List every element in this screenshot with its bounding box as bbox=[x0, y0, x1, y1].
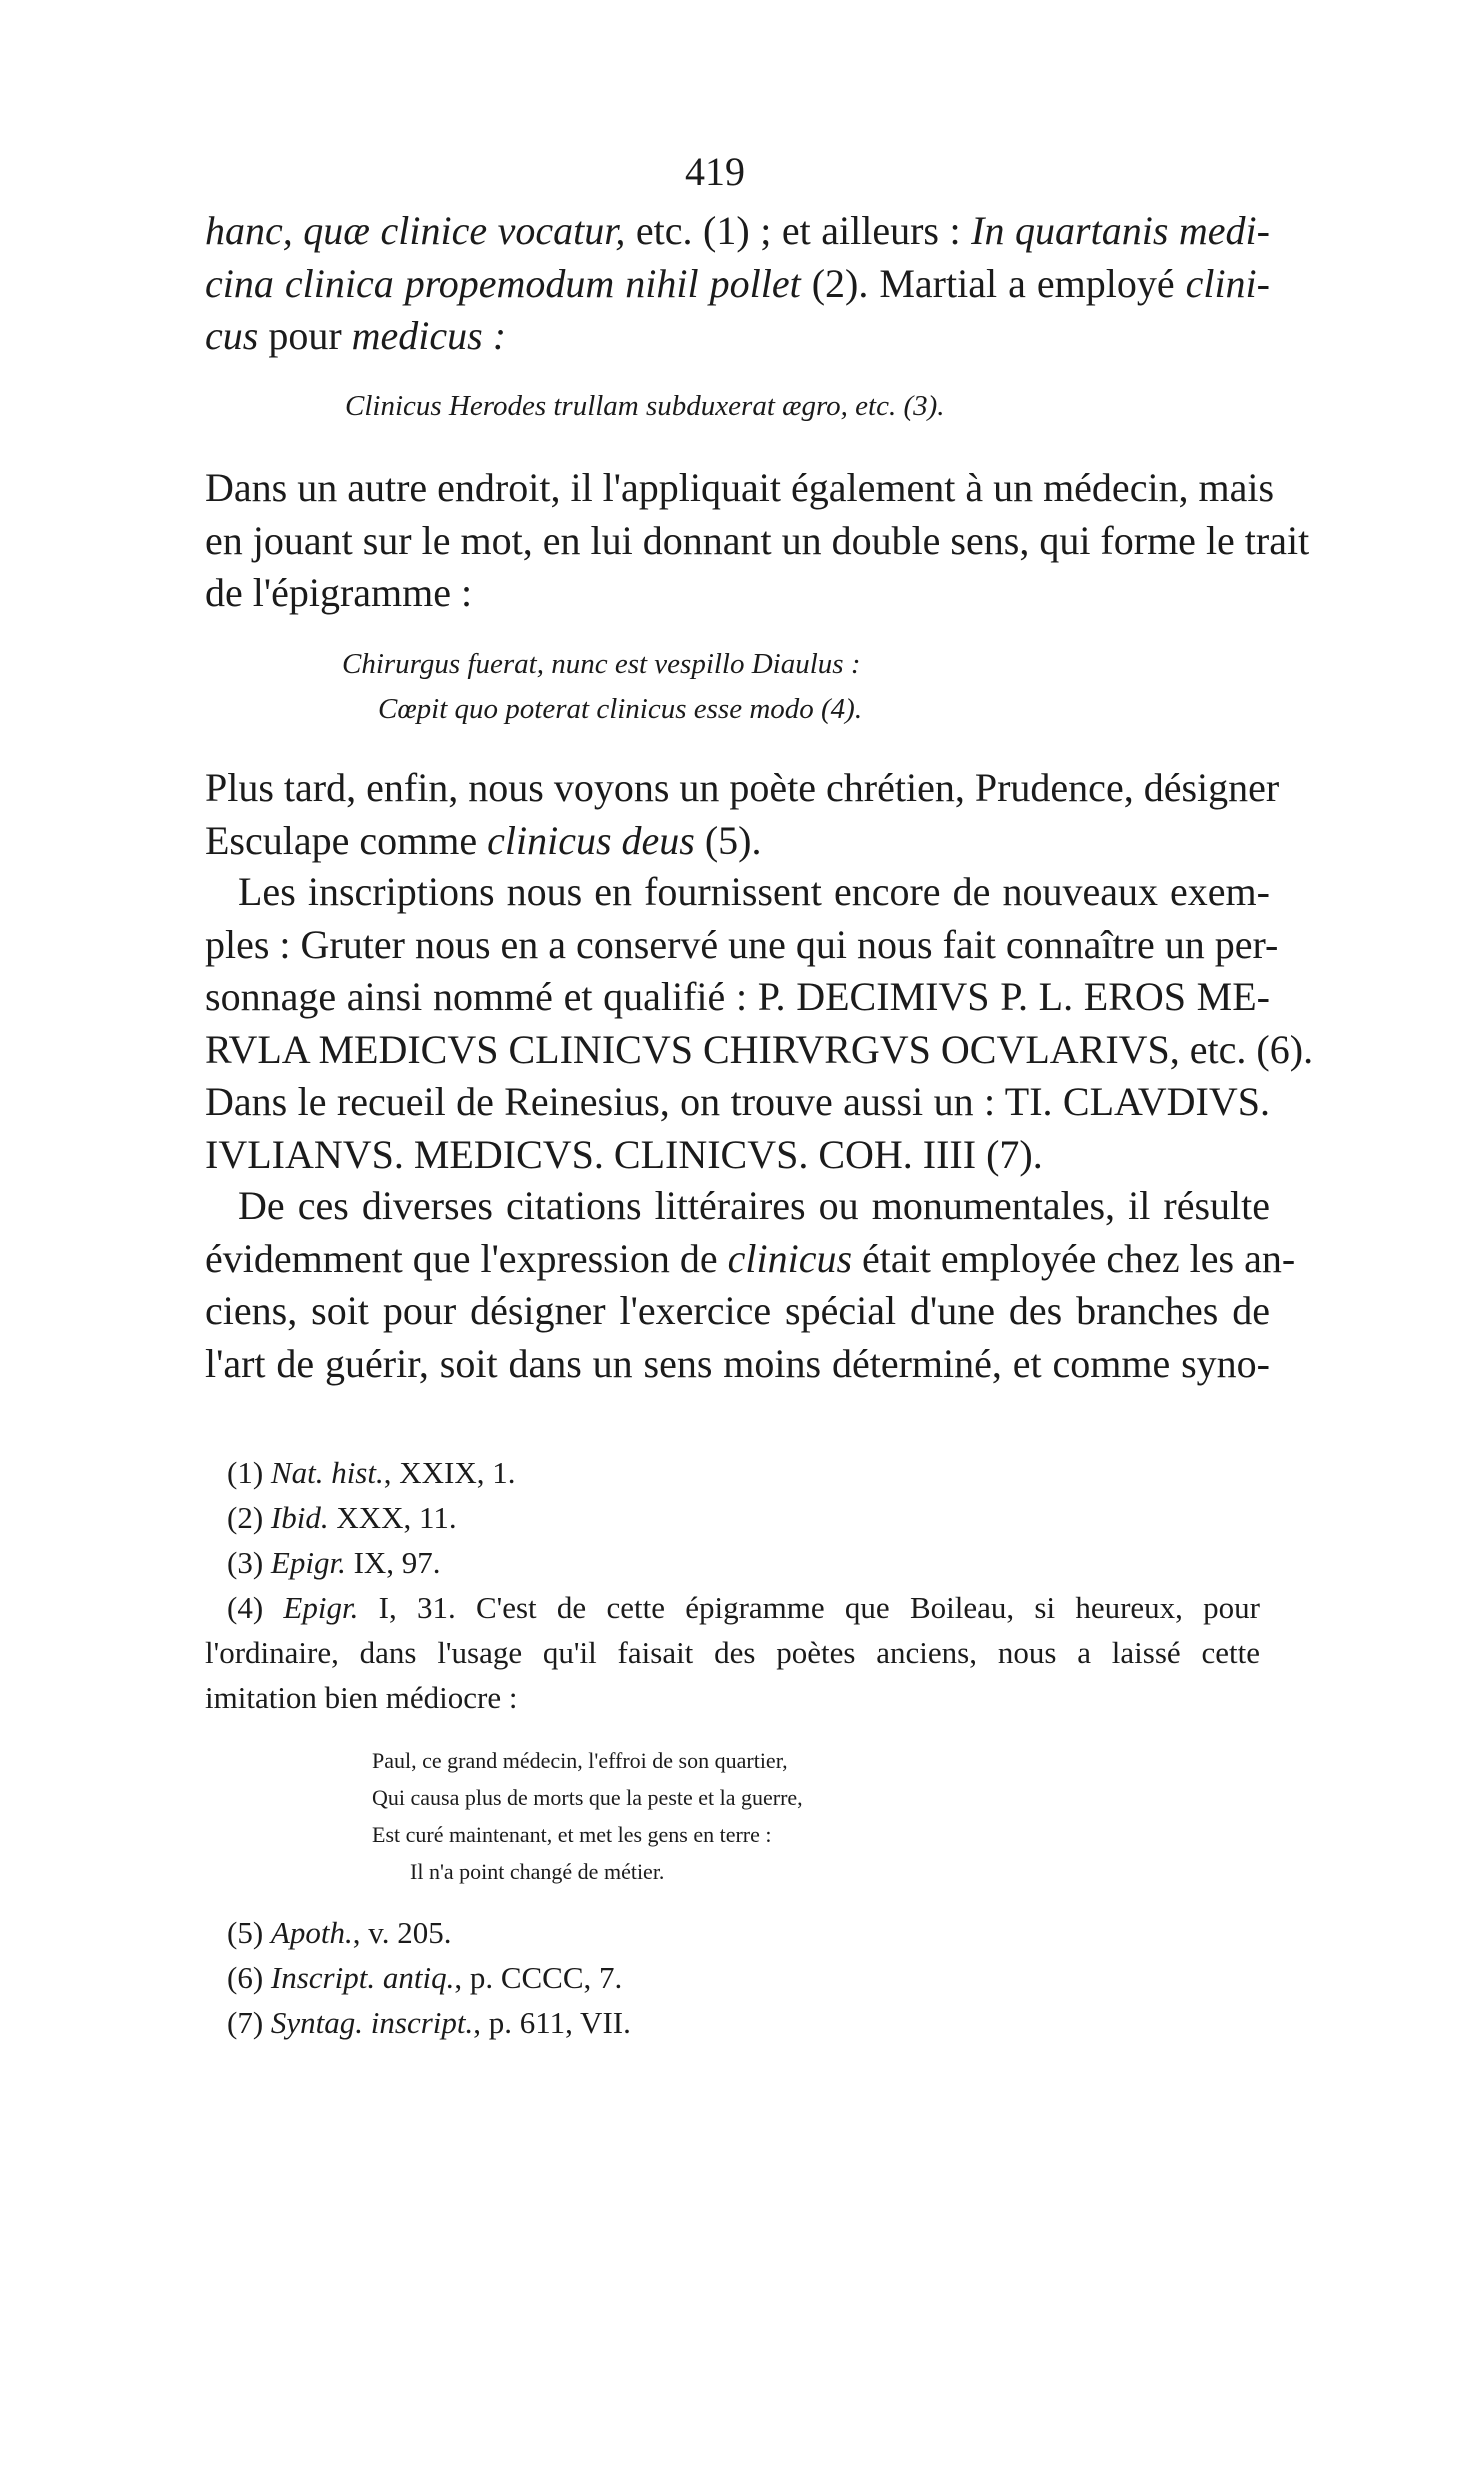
footnote-text: IX, 97. bbox=[345, 1545, 441, 1580]
text-line: Plus tard, enfin, nous voyons un poète chrétien, Prudence, désigner bbox=[205, 765, 1280, 810]
text-run: etc. (1) ; et ailleurs : bbox=[625, 208, 972, 253]
text-line: Dans le recueil de Reinesius, on trouve aussi un : TI. CLAVDIVS. bbox=[205, 1079, 1270, 1124]
latin-quote: clinicus deus bbox=[487, 817, 695, 863]
footnote-number: (1) bbox=[227, 1455, 264, 1490]
footnote-text: , p. CCCC, 7. bbox=[454, 1960, 623, 1995]
latin-word: clinicus bbox=[727, 1235, 853, 1281]
footnote-number: (7) bbox=[227, 2005, 264, 2040]
poem-line: Il n'a point changé de métier. bbox=[410, 1859, 665, 1884]
latin-quote: cina clinica propemodum nihil pollet bbox=[205, 260, 801, 306]
paragraph-2 bbox=[205, 462, 1310, 620]
footnote-reference: Inscript. antiq. bbox=[270, 1960, 455, 1995]
latin-word: medicus : bbox=[351, 313, 507, 358]
latin-quote: hanc, quæ clinice vocatur, bbox=[205, 208, 626, 253]
footnotes-block bbox=[205, 1455, 1260, 1725]
footnote-4-continued: l'ordinaire, dans l'usage qu'il faisait des poètes anciens, nous a laissé cette bbox=[205, 1635, 1260, 1670]
footnotes-block-2 bbox=[205, 1915, 1260, 2050]
footnote-number: (4) bbox=[227, 1590, 264, 1625]
footnote-text: , v. 205. bbox=[352, 1915, 452, 1950]
footnote-reference: Epigr. bbox=[270, 1545, 346, 1580]
text-line: Dans un autre endroit, il l'appliquait également à un médecin, mais bbox=[205, 465, 1275, 510]
paragraph-1 bbox=[205, 205, 1270, 363]
footnote-5 bbox=[205, 1915, 1260, 1960]
text-run: Esculape comme bbox=[205, 817, 488, 863]
text-line: De ces diverses citations littéraires ou monumentales, il résulte bbox=[238, 1183, 1270, 1228]
latin-word: cus bbox=[205, 313, 259, 358]
poem-line: Qui causa plus de morts que la peste et la guerre, bbox=[372, 1785, 803, 1810]
poem-line: Paul, ce grand médecin, l'effroi de son quartier, bbox=[372, 1748, 788, 1773]
text-line: ples : Gruter nous en a conservé une qui nous fait connaître un per- bbox=[205, 921, 1279, 967]
paragraph-5 bbox=[205, 1180, 1296, 1390]
text-run: était employée chez les an- bbox=[852, 1235, 1296, 1281]
footnote-1 bbox=[205, 1455, 1260, 1500]
text-line bbox=[205, 310, 1270, 363]
text-line bbox=[205, 258, 1270, 311]
text-line: ciens, soit pour désigner l'exercice spécial d'une des branches de bbox=[205, 1288, 1270, 1333]
footnote-6 bbox=[205, 1960, 1260, 2005]
text-line bbox=[205, 815, 1270, 868]
text-run: évidemment que l'expression de bbox=[205, 1235, 728, 1281]
latin-word: clini- bbox=[1185, 260, 1270, 306]
footnote-reference: Ibid. bbox=[270, 1500, 329, 1535]
text-line bbox=[205, 205, 1270, 258]
footnote-text: , p. 611, VII. bbox=[473, 2005, 631, 2040]
text-line: IVLIANVS. MEDICVS. CLINICVS. COH. IIII (7). bbox=[205, 1131, 1043, 1177]
verse-quote-2-line-1: Chirurgus fuerat, nunc est vespillo Diaulus : bbox=[342, 648, 861, 680]
text-run: (5). bbox=[694, 817, 762, 863]
text-line: en jouant sur le mot, en lui donnant un double sens, qui forme le trait bbox=[205, 517, 1310, 563]
text-line: sonnage ainsi nommé et qualifié : P. DECIMIVS P. L. EROS ME- bbox=[205, 974, 1270, 1019]
footnote-text: XXX, 11. bbox=[328, 1500, 457, 1535]
text-run: (2). Martial a employé bbox=[800, 260, 1186, 306]
paragraph-3 bbox=[205, 762, 1280, 867]
footnote-2 bbox=[205, 1500, 1260, 1545]
text-line bbox=[205, 1233, 1296, 1286]
text-line: RVLA MEDICVS CLINICVS CHIRVRGVS OCVLARIVS, etc. (6). bbox=[205, 1026, 1314, 1072]
footnote-4-continued: imitation bien médiocre : bbox=[205, 1680, 518, 1715]
footnote-number: (2) bbox=[227, 1500, 264, 1535]
page-number: 419 bbox=[685, 149, 745, 194]
footnote-number: (3) bbox=[227, 1545, 264, 1580]
footnote-4 bbox=[205, 1590, 1260, 1635]
latin-quote: In quartanis medi- bbox=[971, 208, 1270, 253]
footnote-reference: Epigr. bbox=[283, 1590, 359, 1625]
footnote-number: (5) bbox=[227, 1915, 264, 1950]
poem-line: Est curé maintenant, et met les gens en terre : bbox=[372, 1822, 772, 1847]
footnote-reference: Syntag. inscript. bbox=[270, 2005, 474, 2040]
text-run: pour bbox=[258, 313, 352, 358]
paragraph-4 bbox=[205, 866, 1314, 1181]
footnote-reference: Nat. hist. bbox=[270, 1455, 384, 1490]
footnote-3 bbox=[205, 1545, 1260, 1590]
verse-quote-1: Clinicus Herodes trullam subduxerat ægro, etc. (3). bbox=[345, 390, 945, 422]
footnote-text: I, 31. C'est de cette épigramme que Boileau, si heureux, pour bbox=[358, 1590, 1260, 1625]
footnote-number: (6) bbox=[227, 1960, 264, 1995]
boileau-poem bbox=[372, 1748, 803, 1896]
text-line: Les inscriptions nous en fournissent encore de nouveaux exem- bbox=[238, 869, 1270, 914]
footnote-7 bbox=[205, 2005, 1260, 2050]
verse-quote-2-line-2: Cœpit quo poterat clinicus esse modo (4). bbox=[378, 693, 863, 725]
text-line: de l'épigramme : bbox=[205, 570, 473, 615]
footnote-reference: Apoth. bbox=[270, 1915, 353, 1950]
text-line: l'art de guérir, soit dans un sens moins déterminé, et comme syno- bbox=[205, 1340, 1270, 1386]
footnote-text: , XXIX, 1. bbox=[383, 1455, 516, 1490]
